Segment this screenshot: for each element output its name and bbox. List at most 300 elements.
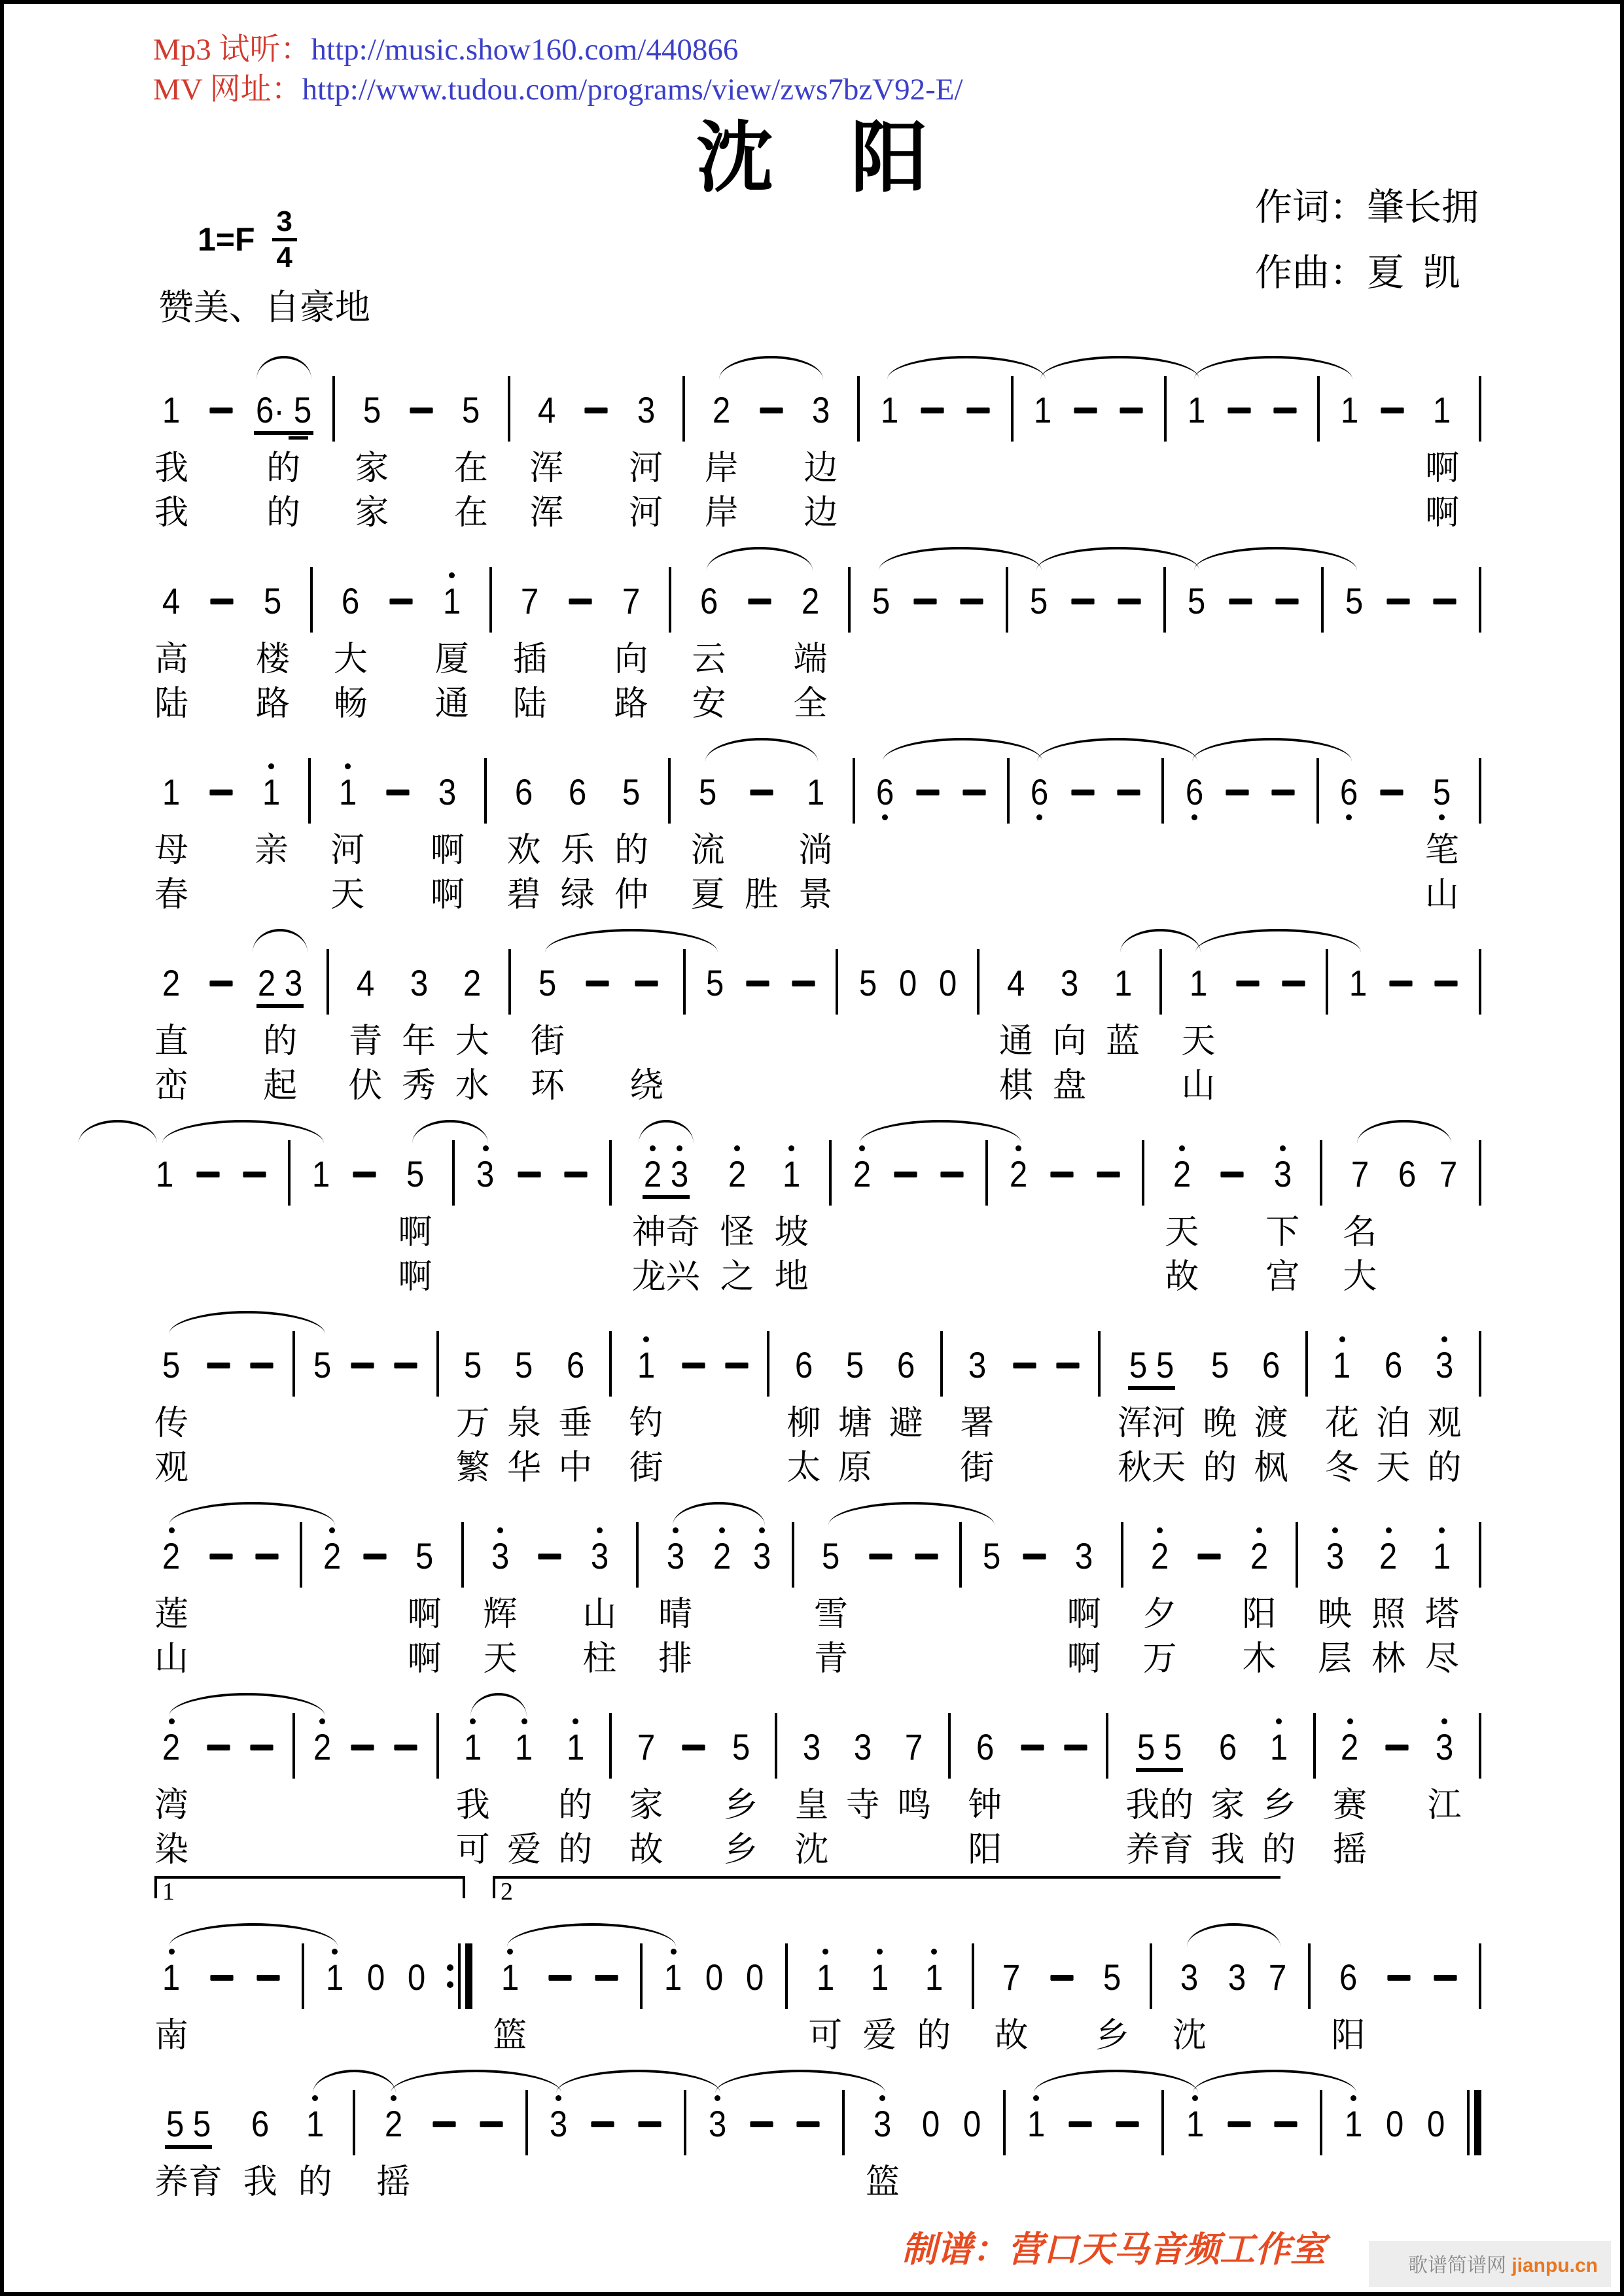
note-stack — [1161, 2088, 1164, 2160]
lyric-syllable: 枫 — [1254, 1449, 1288, 1487]
lyric-syllable: 畅 — [333, 685, 368, 723]
dot-slot-above — [597, 1520, 603, 1535]
note-column — [1388, 947, 1414, 1108]
lyric-syllable: 龙兴 — [631, 1258, 700, 1296]
note-column — [1267, 1941, 1288, 2058]
octave-dot-high — [556, 2095, 561, 2101]
note-stack — [1384, 1711, 1410, 1783]
dash — [894, 1172, 917, 1177]
note-column — [814, 1520, 848, 1681]
note-stack — [565, 1329, 586, 1401]
note-stack — [1326, 947, 1328, 1019]
barline — [1098, 1331, 1101, 1397]
lyric-syllable: 亲 — [254, 831, 289, 870]
system — [154, 1490, 1481, 1681]
dash — [251, 1745, 274, 1750]
note-glyph: 3 — [285, 962, 303, 1004]
note-stack — [699, 565, 719, 637]
lyric-syllable: 署 — [960, 1404, 995, 1443]
note-column — [208, 374, 234, 535]
note-stack — [1007, 756, 1010, 828]
note-stack — [1438, 1138, 1458, 1210]
lyric-syllable: 乡 — [1262, 1786, 1296, 1825]
note-stack — [1186, 374, 1207, 446]
note-column — [483, 1520, 517, 1681]
barline-column — [1313, 1711, 1316, 1872]
duration-dash — [209, 962, 232, 1004]
lyric-syllable: 可 — [808, 2017, 843, 2055]
note-glyph: 1 — [664, 1957, 682, 1998]
lyric-syllable: 在 — [453, 494, 488, 532]
beam-group — [1128, 1329, 1175, 1390]
dash — [750, 2121, 773, 2127]
note-stack — [1049, 1138, 1075, 1210]
measure-row — [154, 374, 1481, 535]
note-column — [253, 947, 307, 1108]
note-column — [1376, 1329, 1410, 1490]
dash — [351, 1745, 374, 1750]
note-glyph: 3 — [1326, 1535, 1344, 1577]
octave-dot-high — [169, 1718, 175, 1724]
dash — [1116, 2121, 1139, 2127]
dot-slot-below — [882, 813, 888, 827]
below-segment — [669, 1199, 693, 1200]
note-column — [1063, 1711, 1089, 1872]
note-column — [1055, 1329, 1081, 1490]
mp3-url[interactable]: http://music.show160.com/440866 — [311, 33, 739, 67]
dash — [210, 790, 233, 795]
dash — [940, 1172, 963, 1177]
octave-dot-high — [671, 1949, 677, 1955]
note-stack — [845, 1329, 865, 1401]
barline-column — [1161, 756, 1164, 917]
note-glyph: 3 — [811, 389, 830, 431]
note-glyph: 0 — [898, 962, 917, 1004]
note-stack — [1224, 756, 1250, 828]
note-glyph: 1 — [870, 1957, 889, 1998]
lyric-syllable: 啊 — [1067, 1640, 1101, 1679]
note-stack — [593, 1941, 620, 2013]
beam-group — [643, 1138, 690, 1199]
note-glyph: 2 — [257, 962, 276, 1004]
note-stack — [447, 1941, 472, 2013]
note-column — [1125, 1711, 1193, 1872]
dash — [257, 1975, 280, 1981]
lyric-syllable: 我 — [455, 1786, 490, 1825]
duration-dash — [257, 1957, 280, 1998]
barline-column — [1326, 947, 1328, 1108]
note-stack — [1008, 1138, 1029, 1210]
octave-dot-high — [643, 1336, 649, 1342]
note-column — [376, 2088, 410, 2204]
note-column — [1021, 1520, 1048, 1681]
note-glyph: 4 — [162, 580, 181, 622]
dash — [595, 1975, 618, 1981]
note-stack — [208, 756, 234, 828]
note-stack — [636, 374, 656, 446]
note-stack — [261, 756, 281, 828]
note-stack — [636, 1329, 656, 1401]
lyric-syllable: 河 — [629, 494, 663, 532]
note-column — [584, 947, 610, 1108]
note-stack — [1339, 374, 1360, 446]
note-stack — [405, 1138, 425, 1210]
note-stack — [1011, 374, 1014, 446]
barline-column — [1308, 1941, 1311, 2058]
note-stack — [1133, 1711, 1186, 1783]
note-stack — [1249, 1520, 1269, 1592]
note-stack — [977, 947, 980, 1019]
lyric-syllable: 万 — [455, 1404, 490, 1443]
note-column — [981, 1520, 1002, 1681]
slur-arc — [707, 547, 813, 570]
note-column — [1033, 374, 1053, 535]
note-stack — [249, 1329, 275, 1401]
lyric-syllable: 雪 — [814, 1595, 849, 1634]
note-glyph: 1 — [326, 1957, 344, 1998]
barline — [1164, 376, 1167, 442]
note-column — [1386, 1941, 1412, 2058]
duration-dash — [518, 1153, 540, 1195]
lyric-syllable: 家 — [355, 449, 389, 488]
barline-column — [300, 1520, 302, 1681]
note-column — [862, 1941, 896, 2058]
note-stack — [1172, 1138, 1192, 1210]
note-column — [704, 1941, 724, 2058]
note-stack — [1185, 2088, 1205, 2160]
lyric-syllable: 我 — [243, 2163, 277, 2202]
duration-dash — [682, 1726, 705, 1768]
slur-arc — [1037, 738, 1197, 761]
note-stack — [752, 1520, 772, 1592]
duration-dash — [363, 1535, 386, 1577]
note — [1155, 1329, 1175, 1386]
time-numerator: 3 — [276, 205, 292, 237]
barline-column — [1479, 947, 1481, 1108]
note-stack — [508, 947, 511, 1019]
note-stack — [948, 1711, 951, 1783]
barline — [302, 1943, 304, 2009]
barline — [1142, 1140, 1144, 1206]
dot-slot-above — [643, 1329, 649, 1344]
barline — [1316, 758, 1319, 824]
lyric-syllable: 沈 — [794, 1831, 829, 1870]
note-stack — [1386, 1941, 1412, 2013]
note-glyph: 5 — [313, 1344, 332, 1386]
note-stack — [514, 756, 534, 828]
barline-column — [609, 1711, 612, 1872]
note-column — [1019, 1711, 1046, 1872]
note-stack — [408, 374, 434, 446]
note-stack — [461, 374, 481, 446]
duration-dash — [1118, 580, 1141, 622]
lyric-syllable: 故 — [1165, 1258, 1199, 1296]
note-glyph: 2 — [1009, 1153, 1028, 1195]
barline-thin — [1467, 2090, 1470, 2155]
duration-dash — [1064, 1726, 1087, 1768]
barline — [1479, 1713, 1481, 1779]
barline — [1150, 1943, 1152, 2009]
note-column — [691, 756, 725, 917]
note-stack — [525, 2088, 528, 2160]
lyric-syllable: 端 — [793, 640, 828, 679]
beam-group — [254, 374, 313, 435]
note-column — [311, 1138, 331, 1299]
octave-dot-high — [734, 1145, 740, 1151]
note-glyph: 6 — [1218, 1726, 1237, 1768]
volta-number: 2 — [501, 1878, 513, 1906]
note-column — [1425, 756, 1459, 917]
barline-column — [640, 1941, 643, 2058]
note-stack — [1226, 374, 1252, 446]
note-glyph: 3 — [1435, 1344, 1454, 1386]
note-stack — [1116, 756, 1142, 828]
dash — [1021, 1745, 1044, 1750]
note — [283, 947, 304, 1004]
barline-column — [792, 1520, 794, 1681]
barline-column — [1142, 1138, 1144, 1299]
barline — [775, 1713, 777, 1779]
note-stack — [1001, 1941, 1021, 2013]
note-stack — [1274, 565, 1300, 637]
tie-continuation-arc — [79, 1120, 157, 1143]
barline-column — [1305, 1329, 1308, 1490]
note-column — [921, 2088, 941, 2204]
note-stack — [292, 1329, 295, 1401]
note-column — [1227, 565, 1254, 726]
engraving-credit: 制谱：营口天马音频工作室 — [902, 2230, 1326, 2270]
dash — [869, 1554, 892, 1559]
note-stack — [712, 1520, 732, 1592]
dash — [921, 408, 944, 413]
duration-dash — [1389, 962, 1412, 1004]
note-column — [362, 1520, 388, 1681]
barline — [977, 949, 980, 1015]
dash — [1282, 981, 1305, 986]
lyric-syllable: 啊 — [407, 1640, 442, 1679]
dash — [682, 1363, 705, 1368]
note-stack — [1467, 2088, 1481, 2160]
lyric-syllable: 南 — [154, 2017, 189, 2055]
octave-dot-high — [573, 1718, 578, 1724]
lyric-syllable: 陆 — [512, 685, 547, 723]
barline-column — [332, 374, 335, 535]
note-glyph: 5 — [858, 962, 877, 1004]
barline — [985, 1140, 988, 1206]
note-glyph: 5 — [1188, 580, 1206, 622]
note-column — [1029, 565, 1049, 726]
note-glyph: 1 — [262, 771, 281, 813]
note-stack — [1029, 756, 1050, 828]
note-column — [1425, 374, 1459, 535]
note-glyph: 5 — [192, 2103, 211, 2145]
barline — [668, 758, 671, 824]
note-stack — [195, 1138, 221, 1210]
note-glyph: 1 — [501, 1957, 519, 1998]
note-column — [1438, 1138, 1458, 1299]
lyric-syllable: 天 — [1181, 1022, 1216, 1061]
barline-column — [1296, 1520, 1298, 1681]
note-stack — [484, 756, 487, 828]
barline — [829, 1140, 832, 1206]
note-stack — [1433, 947, 1459, 1019]
note-stack — [1434, 1711, 1455, 1783]
barline-column — [302, 1941, 304, 2058]
note-stack — [1479, 1520, 1481, 1592]
dot-slot-above — [788, 1138, 794, 1153]
duration-dash — [962, 771, 985, 813]
mv-line — [153, 70, 1620, 110]
duration-dash — [1434, 580, 1456, 622]
note-column — [349, 1329, 376, 1490]
note-stack — [1218, 1711, 1238, 1783]
note-column — [745, 947, 771, 1108]
lyric-syllable: 啊 — [430, 876, 465, 914]
note-column — [962, 2088, 982, 2204]
note-stack — [162, 2088, 215, 2160]
note-stack — [161, 947, 181, 1019]
note-column — [205, 1711, 232, 1872]
note-stack — [749, 756, 775, 828]
duration-dash — [586, 962, 609, 1004]
dash — [1051, 1172, 1074, 1177]
lyric-syllable: 水 — [455, 1067, 489, 1105]
note-glyph: 7 — [520, 580, 539, 622]
slur-arc — [1193, 2070, 1356, 2093]
note-column — [919, 374, 945, 535]
note-column — [334, 565, 368, 726]
note-glyph: 6 — [1384, 1344, 1402, 1386]
note-column — [406, 1941, 427, 2058]
note-column — [582, 1520, 616, 1681]
note-column — [154, 947, 188, 1108]
lyric-syllable: 冬 — [1325, 1449, 1360, 1487]
duration-dash — [569, 580, 592, 622]
dash — [682, 1745, 705, 1750]
note-stack — [857, 374, 860, 446]
dot-slot-below — [1346, 813, 1352, 827]
duration-dash — [1275, 2103, 1297, 2145]
duration-dash — [869, 1535, 892, 1577]
lyric-syllable: 垂 — [558, 1404, 593, 1443]
octave-dot-high — [1179, 1145, 1185, 1151]
barline-column — [977, 947, 980, 1108]
note-stack — [1219, 1138, 1245, 1210]
note-stack — [875, 756, 895, 828]
note-stack — [537, 374, 557, 446]
lyric-syllable: 家 — [629, 1786, 663, 1825]
slur-arc — [412, 1120, 488, 1143]
note-glyph: 1 — [515, 1726, 533, 1768]
barline — [767, 1331, 769, 1397]
barline — [288, 1140, 291, 1206]
lyric-syllable: 摇 — [1333, 1831, 1368, 1870]
note-stack — [490, 1520, 510, 1592]
note-stack — [161, 1520, 181, 1592]
note — [256, 947, 277, 1004]
barline — [1305, 1331, 1308, 1397]
lyric-syllable: 天 — [1376, 1449, 1411, 1487]
note-glyph: 5 — [822, 1535, 840, 1577]
note-column — [583, 374, 609, 535]
duration-dash — [748, 580, 771, 622]
note-stack — [682, 374, 685, 446]
lyric-syllable: 柳 — [786, 1404, 821, 1443]
dash — [518, 1172, 540, 1177]
note-stack — [1095, 1138, 1121, 1210]
slur-arc — [1034, 2070, 1198, 2093]
slur-arc — [507, 1923, 676, 1947]
mv-url[interactable]: http://www.tudou.com/programs/view/zws7bzV92-E/ — [302, 73, 963, 107]
note-stack — [621, 756, 641, 828]
note-stack — [1397, 1138, 1417, 1210]
note-stack — [436, 1711, 439, 1783]
note-stack — [1074, 1520, 1094, 1592]
lyric-syllable: 观 — [154, 1449, 189, 1487]
note-column — [1339, 756, 1359, 917]
note-stack — [663, 1941, 683, 2013]
note-column — [1343, 2088, 1364, 2204]
volta-bracket — [493, 1876, 1280, 1906]
note-stack — [1210, 1329, 1230, 1401]
barline-column — [1164, 374, 1167, 535]
note-column — [249, 1711, 275, 1872]
beam-group-below — [256, 435, 310, 440]
note-glyph: 3 — [968, 1344, 987, 1386]
note-stack — [514, 1711, 534, 1783]
barline — [1479, 1331, 1481, 1397]
note-stack — [745, 1941, 765, 2013]
note-stack — [800, 565, 821, 637]
mp3-label: Mp3 试听： — [153, 33, 311, 67]
dash — [395, 1363, 417, 1368]
note-column — [154, 1711, 188, 1872]
octave-dot-high — [931, 1949, 937, 1955]
lyric-syllable: 流 — [690, 831, 725, 870]
note-stack — [514, 1329, 534, 1401]
dash — [1435, 981, 1458, 986]
barline — [1320, 1140, 1322, 1206]
dot-slot-above — [877, 1941, 883, 1957]
lyric-syllable: 江 — [1427, 1786, 1462, 1825]
note-column — [1273, 2088, 1299, 2204]
note-stack — [904, 1711, 924, 1783]
repeat-dot — [447, 1964, 453, 1971]
lyric-syllable: 尽 — [1424, 1640, 1459, 1679]
note-glyph: 1 — [1433, 1535, 1451, 1577]
octave-dot-high — [332, 1949, 338, 1955]
lyric-syllable: 的 — [917, 2017, 951, 2055]
below-segment — [639, 1199, 663, 1200]
note-column — [330, 756, 364, 917]
note-stack — [1114, 2088, 1140, 2160]
note-stack — [327, 947, 329, 1019]
octave-dot-high — [449, 572, 455, 578]
dash — [962, 790, 985, 795]
dash — [1226, 790, 1248, 795]
note-stack — [1267, 1941, 1288, 2013]
dot-slot-above — [1256, 1520, 1262, 1535]
below-segment — [162, 2149, 185, 2150]
lyric-syllable: 春 — [154, 876, 189, 914]
note-column — [348, 947, 382, 1108]
note-glyph: 3 — [802, 1726, 821, 1768]
note-stack — [567, 565, 593, 637]
duration-dash — [1050, 1957, 1073, 1998]
octave-dot-high — [1347, 1718, 1353, 1724]
slur-arc — [162, 1120, 324, 1143]
note-stack — [1118, 374, 1144, 446]
